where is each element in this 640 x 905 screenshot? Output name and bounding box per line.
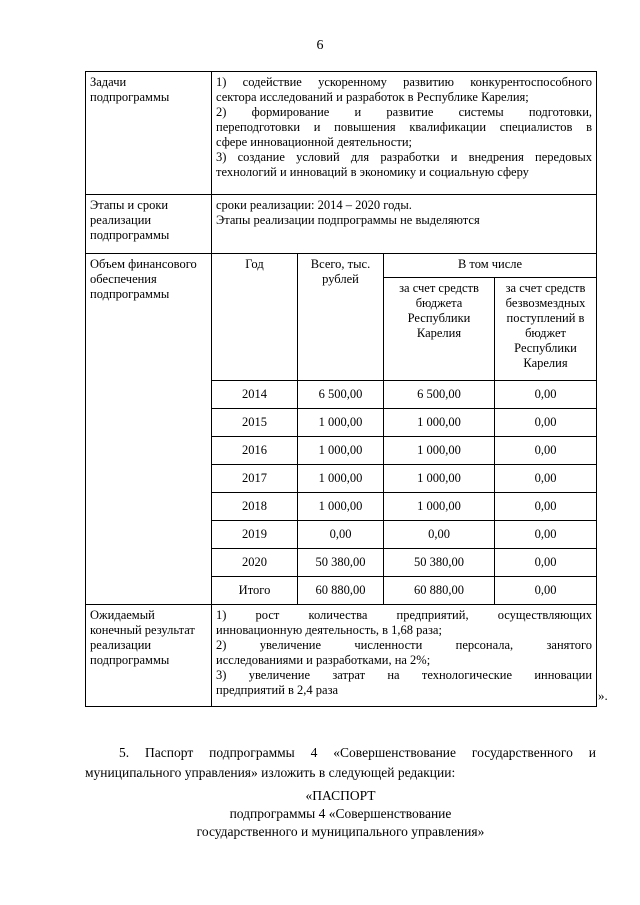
year-cell: 2015 [212,409,298,437]
total-cell: 1 000,00 [298,437,384,465]
result-line: исследованиями и разработками, на 2%; [216,653,431,667]
year-cell: Итого [212,577,298,605]
col-free-header: за счет средств безвозмездных поступлений в бюджет Республики Карелия [495,278,597,381]
year-cell: 2020 [212,549,298,577]
year-cell: 2014 [212,381,298,409]
free-cell: 0,00 [495,437,597,465]
finance-label: Объем финансового обеспечения подпрограммы [86,254,212,605]
row-finance-header [86,254,597,278]
closing-quote: ». [598,688,608,703]
result-line: инновационную деятельность, в 1,68 раза; [216,623,442,637]
budget-cell: 1 000,00 [384,409,495,437]
result-label: Ожидаемый конечный результат реализации подпрограммы [86,605,212,707]
stages-line: сроки реализации: 2014 – 2020 годы. [216,198,412,212]
budget-cell: 1 000,00 [384,493,495,521]
free-cell: 0,00 [495,549,597,577]
free-cell: 0,00 [495,381,597,409]
year-cell: 2018 [212,493,298,521]
amendment-text: 5. Паспорт подпрограммы 4 «Совершенствование государственного и муниципального управления» изложить в следующей редакции: [85,745,596,780]
col-total-header: Всего, тыс. рублей [298,254,384,381]
free-cell: 0,00 [495,577,597,605]
tasks-line: сфере инновационной деятельности; [216,135,412,149]
passport-table [85,71,597,707]
tasks-text [212,72,597,195]
total-cell: 50 380,00 [298,549,384,577]
year-cell: 2017 [212,465,298,493]
year-cell: 2016 [212,437,298,465]
page-number: 6 [316,38,324,53]
row-stages [86,195,597,254]
budget-cell: 6 500,00 [384,381,495,409]
result-line: предприятий в 2,4 раза [216,683,339,697]
total-cell: 1 000,00 [298,409,384,437]
amendment-paragraph [85,743,596,783]
result-line: 2) увеличение численности персонала, занятого [216,638,593,652]
budget-cell: 1 000,00 [384,465,495,493]
total-cell: 60 880,00 [298,577,384,605]
col-budget-header: за счет средств бюджета Республики Карелия [384,278,495,381]
free-cell: 0,00 [495,493,597,521]
budget-cell: 60 880,00 [384,577,495,605]
title-line: «ПАСПОРТ [305,788,376,803]
tasks-line: сектора исследований и разработок в Республике Карелия; [216,90,529,104]
title-line: государственного и муниципального управления» [196,824,485,839]
result-text [212,605,597,707]
col-incl-header: В том числе [384,254,597,278]
tasks-label: Задачи подпрограммы [86,72,212,195]
row-result [86,605,597,707]
free-cell: 0,00 [495,465,597,493]
result-line: 3) увеличение затрат на технологические инновации [216,668,593,682]
total-cell: 0,00 [298,521,384,549]
tasks-line: 1) содействие ускоренному развитию конкурентоспособного [216,75,593,89]
total-cell: 6 500,00 [298,381,384,409]
tasks-line: переподготовки и повышения квалификации специалистов в [216,120,593,134]
tasks-line: 2) формирование и развитие системы подготовки, [216,105,593,119]
budget-cell: 1 000,00 [384,437,495,465]
col-year-header: Год [212,254,298,381]
budget-cell: 50 380,00 [384,549,495,577]
title-line: подпрограммы 4 «Совершенствование [229,806,452,821]
year-cell: 2019 [212,521,298,549]
total-cell: 1 000,00 [298,465,384,493]
tasks-line: 3) создание условий для разработки и внедрения передовых [216,150,593,164]
budget-cell: 0,00 [384,521,495,549]
stages-text [212,195,597,254]
result-line: 1) рост количества предприятий, осуществляющих [216,608,593,622]
tasks-line: технологий и инноваций в экономику и социальную сферу [216,165,529,179]
free-cell: 0,00 [495,409,597,437]
row-tasks [86,72,597,195]
total-cell: 1 000,00 [298,493,384,521]
free-cell: 0,00 [495,521,597,549]
passport-title [85,787,596,841]
stages-line: Этапы реализации подпрограммы не выделяются [216,213,480,227]
stages-label: Этапы и сроки реализации подпрограммы [86,195,212,254]
